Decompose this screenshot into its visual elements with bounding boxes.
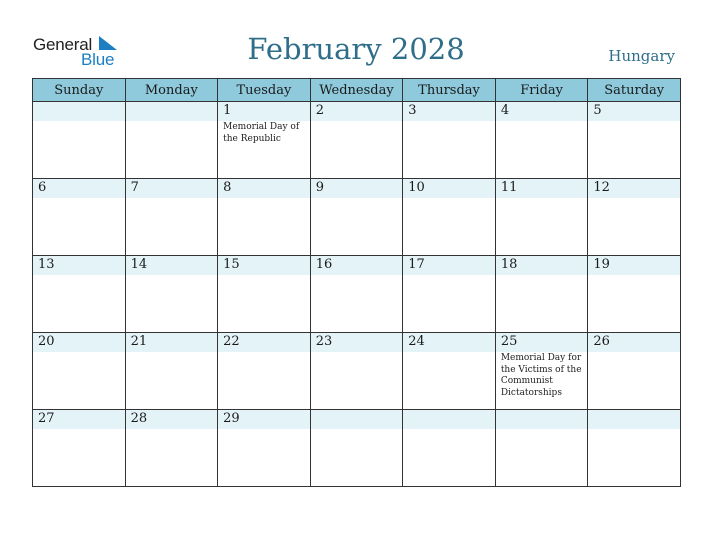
day-number: 28 — [126, 410, 218, 429]
holiday-label: Memorial Day of the Republic — [223, 122, 300, 144]
calendar-grid — [32, 78, 681, 487]
day-cell — [588, 256, 681, 333]
day-cell — [218, 256, 311, 333]
day-number — [126, 102, 218, 121]
logo-text-general: General — [33, 35, 93, 54]
holiday-label — [218, 198, 310, 199]
day-number: 27 — [33, 410, 125, 429]
holiday-label — [218, 275, 310, 276]
day-cell — [33, 256, 126, 333]
holiday-label — [403, 275, 495, 276]
holiday-label — [311, 352, 403, 353]
weekday-header: Saturday — [588, 79, 681, 102]
day-cell — [588, 102, 681, 179]
holiday-label — [311, 275, 403, 276]
day-cell — [495, 102, 588, 179]
week-row — [33, 333, 681, 410]
holiday-label — [311, 121, 403, 122]
holiday-label — [403, 198, 495, 199]
day-cell — [495, 179, 588, 256]
day-number: 13 — [33, 256, 125, 275]
day-number: 25 — [496, 333, 588, 352]
holiday-label — [33, 198, 125, 199]
day-cell — [125, 102, 218, 179]
holiday-label — [496, 121, 588, 122]
day-number: 20 — [33, 333, 125, 352]
day-number: 22 — [218, 333, 310, 352]
day-cell — [403, 102, 496, 179]
holiday-label — [403, 121, 495, 122]
day-number — [403, 410, 495, 429]
day-number: 26 — [588, 333, 680, 352]
weekday-header-row — [33, 79, 681, 102]
day-cell — [310, 333, 403, 410]
day-number: 5 — [588, 102, 680, 121]
day-number: 7 — [126, 179, 218, 198]
weekday-header: Sunday — [33, 79, 126, 102]
holiday-label — [126, 352, 218, 353]
country-label: Hungary — [608, 47, 675, 65]
holiday-label — [403, 429, 495, 430]
week-row — [33, 410, 681, 487]
day-number: 4 — [496, 102, 588, 121]
day-number: 19 — [588, 256, 680, 275]
day-number: 8 — [218, 179, 310, 198]
day-number: 16 — [311, 256, 403, 275]
holiday-label — [588, 429, 680, 430]
weekday-header: Wednesday — [310, 79, 403, 102]
holiday-label — [126, 121, 218, 122]
day-cell — [125, 410, 218, 487]
day-cell — [33, 102, 126, 179]
holiday-label — [403, 352, 495, 353]
day-cell — [33, 410, 126, 487]
holiday-label — [33, 429, 125, 430]
day-cell — [218, 333, 311, 410]
holiday-label — [126, 275, 218, 276]
day-number: 3 — [403, 102, 495, 121]
day-number — [33, 102, 125, 121]
holiday-label — [496, 198, 588, 199]
day-cell — [125, 179, 218, 256]
holiday-label — [126, 429, 218, 430]
day-cell — [403, 256, 496, 333]
holiday-label: Memorial Day for the Victims of the Communist Dictatorships — [500, 353, 582, 398]
day-cell — [125, 256, 218, 333]
holiday-label — [588, 352, 680, 353]
logo-text-blue: Blue — [81, 50, 115, 69]
day-number — [496, 410, 588, 429]
day-number: 2 — [311, 102, 403, 121]
day-number: 1 — [218, 102, 310, 121]
day-cell — [310, 179, 403, 256]
holiday-label — [496, 429, 588, 430]
calendar-title: February 2028 — [247, 32, 465, 66]
day-number: 12 — [588, 179, 680, 198]
day-cell — [310, 410, 403, 487]
day-cell — [403, 410, 496, 487]
day-number: 23 — [311, 333, 403, 352]
day-cell — [588, 333, 681, 410]
holiday-label — [218, 429, 310, 430]
day-cell — [495, 256, 588, 333]
weekday-header: Monday — [125, 79, 218, 102]
day-number: 17 — [403, 256, 495, 275]
day-cell — [588, 410, 681, 487]
day-number: 29 — [218, 410, 310, 429]
day-cell — [33, 179, 126, 256]
day-number: 15 — [218, 256, 310, 275]
holiday-label — [218, 352, 310, 353]
holiday-label — [311, 429, 403, 430]
day-cell — [403, 179, 496, 256]
day-cell — [495, 410, 588, 487]
day-number — [588, 410, 680, 429]
day-cell — [588, 179, 681, 256]
holiday-label — [126, 198, 218, 199]
day-cell — [403, 333, 496, 410]
day-number: 21 — [126, 333, 218, 352]
day-number: 10 — [403, 179, 495, 198]
day-cell — [310, 102, 403, 179]
day-cell — [125, 333, 218, 410]
day-number: 6 — [33, 179, 125, 198]
holiday-label — [33, 275, 125, 276]
day-number: 24 — [403, 333, 495, 352]
weekday-header: Tuesday — [218, 79, 311, 102]
holiday-label — [588, 275, 680, 276]
weekday-header: Thursday — [403, 79, 496, 102]
day-number: 9 — [311, 179, 403, 198]
week-row — [33, 179, 681, 256]
day-number: 11 — [496, 179, 588, 198]
week-row — [33, 256, 681, 333]
weekday-header: Friday — [495, 79, 588, 102]
day-cell — [218, 410, 311, 487]
day-number — [311, 410, 403, 429]
holiday-label — [496, 275, 588, 276]
day-cell — [218, 179, 311, 256]
holiday-label — [588, 121, 680, 122]
day-cell — [33, 333, 126, 410]
holiday-label — [588, 198, 680, 199]
holiday-label — [311, 198, 403, 199]
day-cell — [218, 102, 311, 179]
day-number: 14 — [126, 256, 218, 275]
holiday-label — [33, 352, 125, 353]
day-cell — [495, 333, 588, 410]
week-row — [33, 102, 681, 179]
day-cell — [310, 256, 403, 333]
holiday-label — [33, 121, 125, 122]
day-number: 18 — [496, 256, 588, 275]
